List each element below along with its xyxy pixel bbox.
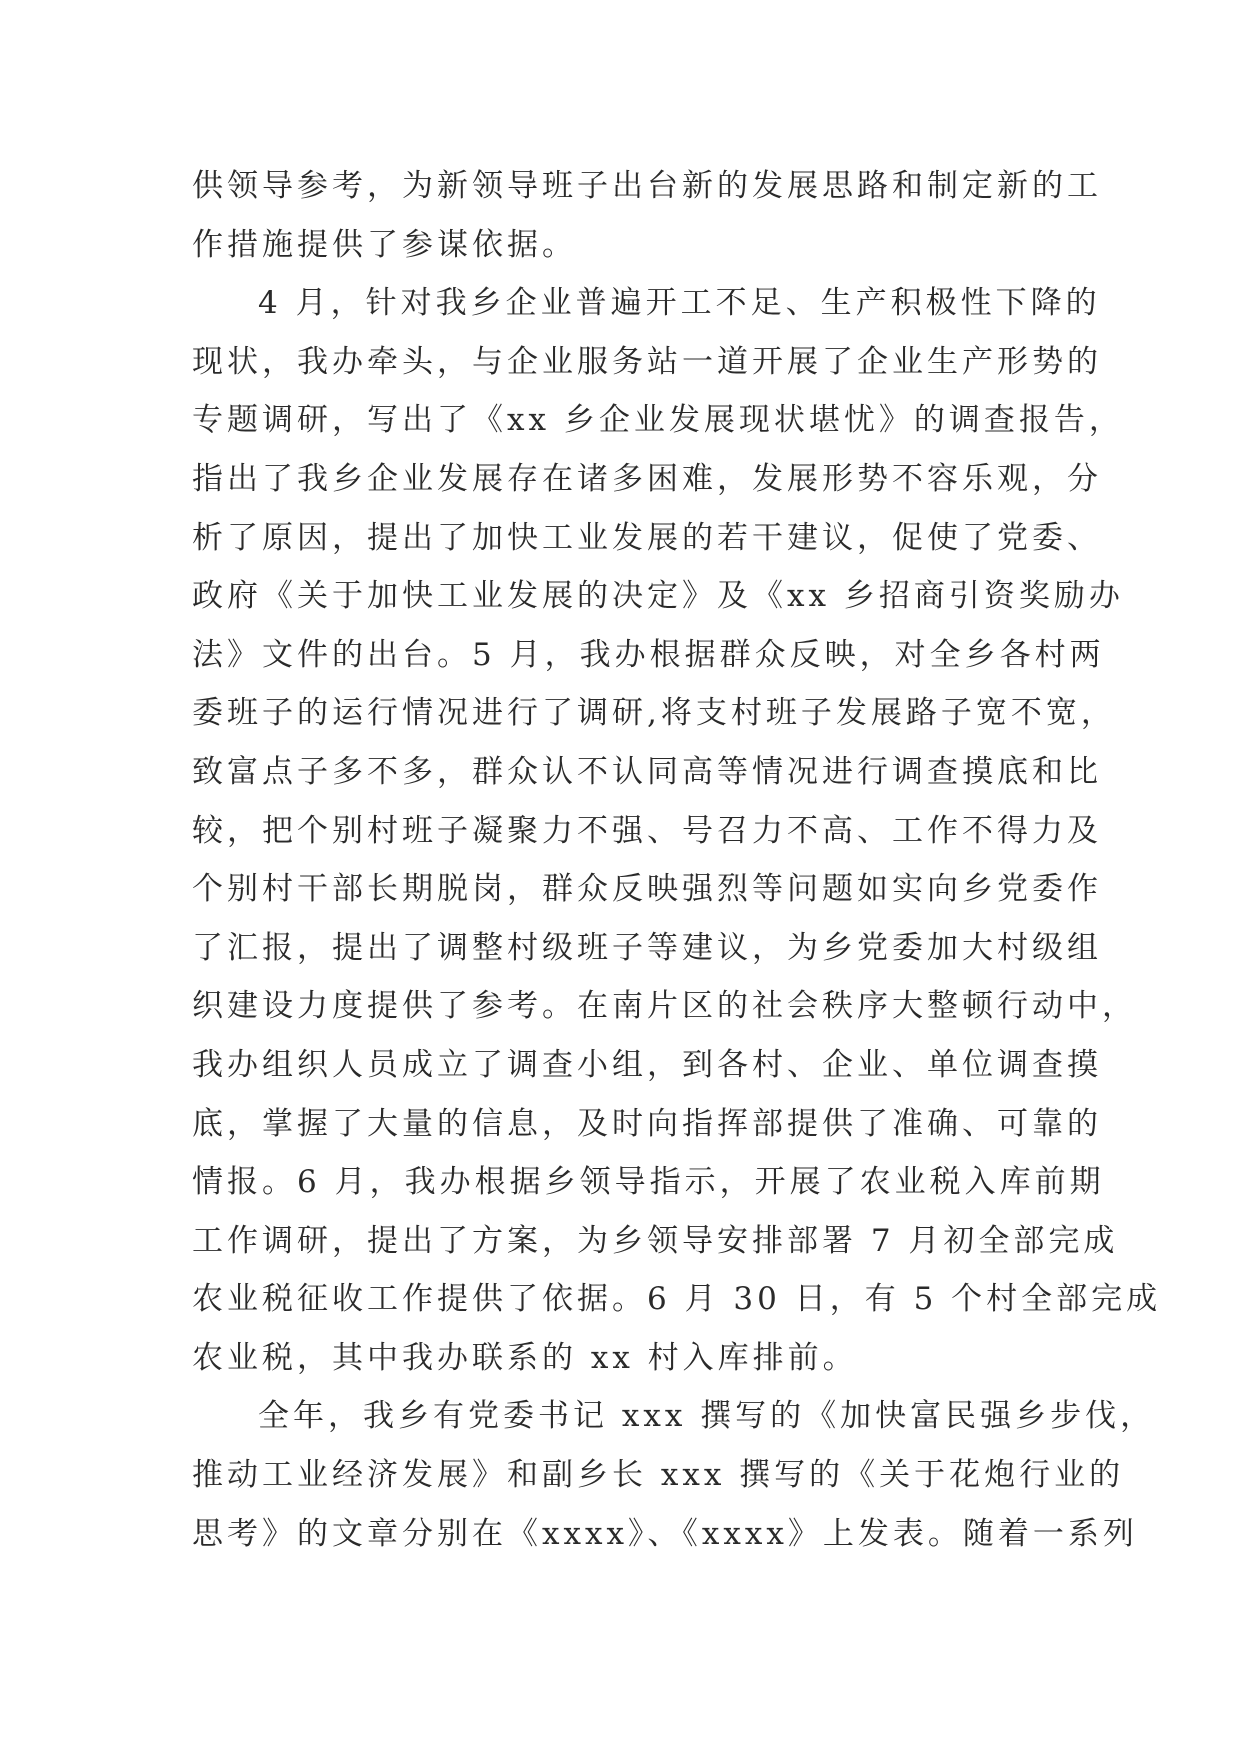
text-line: 析了原因，提出了加快工业发展的若干建议，促使了党委、	[192, 519, 1102, 556]
text-line: 农业税征收工作提供了依据。6 月 30 日，有 5 个村全部完成	[192, 1281, 1162, 1318]
text-line: 委班子的运行情况进行了调研,将支村班子发展路子宽不宽，	[192, 695, 1116, 732]
text-line: 供领导参考，为新领导班子出台新的发展思路和制定新的工	[192, 168, 1102, 204]
text-line: 政府《关于加快工业发展的决定》及《xx 乡招商引资奖励办	[192, 578, 1124, 615]
text-line: 专题调研，写出了《xx 乡企业发展现状堪忧》的调查报告，	[192, 402, 1124, 439]
text-line: 推动工业经济发展》和副乡长 xxx 撰写的《关于花炮行业的	[192, 1457, 1125, 1494]
text-line: 思考》的文章分别在《xxxx》、《xxxx》上发表。随着一系列	[192, 1515, 1138, 1552]
text-line: 较，把个别村班子凝聚力不强、号召力不高、工作不得力及	[192, 812, 1102, 849]
text-line: 作措施提供了参谋依据。	[192, 226, 577, 263]
text-line: 了汇报，提出了调整村级班子等建议，为乡党委加大村级组	[192, 929, 1102, 966]
text-line: 底，掌握了大量的信息，及时向指挥部提供了准确、可靠的	[192, 1105, 1102, 1142]
text-line: 工作调研，提出了方案，为乡领导安排部署 7 月初全部完成	[192, 1222, 1119, 1259]
paragraph-first-line: 4 月，针对我乡企业普遍开工不足、生产积极性下降的	[258, 285, 1101, 322]
text-line: 情报。6 月，我办根据乡领导指示，开展了农业税入库前期	[192, 1164, 1105, 1201]
paragraph-first-line: 全年，我乡有党委书记 xxx 撰写的《加快富民强乡步伐，	[258, 1398, 1156, 1435]
text-line: 致富点子多不多，群众认不认同高等情况进行调查摸底和比	[192, 753, 1102, 790]
text-line: 指出了我乡企业发展存在诸多困难，发展形势不容乐观，分	[192, 460, 1102, 497]
body-text	[192, 157, 1162, 1563]
text-line: 法》文件的出台。5 月，我办根据群众反映，对全乡各村两	[192, 636, 1105, 673]
text-line: 个别村干部长期脱岗，群众反映强烈等问题如实向乡党委作	[192, 871, 1102, 908]
text-line: 我办组织人员成立了调查小组，到各村、企业、单位调查摸	[192, 1046, 1102, 1083]
text-line: 现状，我办牵头，与企业服务站一道开展了企业生产形势的	[192, 343, 1102, 380]
text-line: 织建设力度提供了参考。在南片区的社会秩序大整顿行动中，	[192, 988, 1137, 1025]
text-line: 农业税，其中我办联系的 xx 村入库排前。	[192, 1339, 858, 1376]
